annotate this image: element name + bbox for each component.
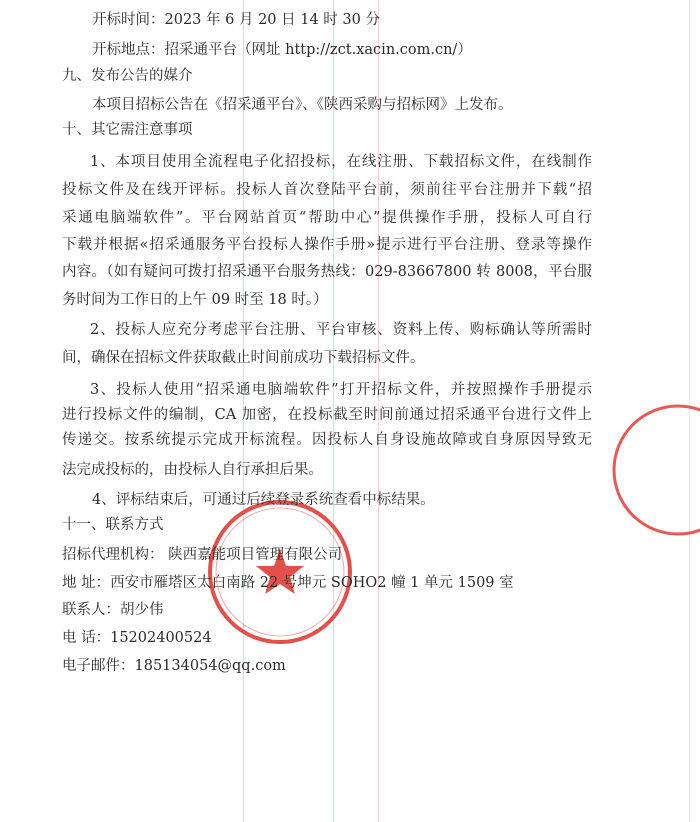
address: 地 址：西安市雁塔区太白南路 22 号坤元 SOHO2 幢 1 单元 1509 室 bbox=[62, 575, 514, 591]
section9-text: 本项目招标公告在《招采通平台》、《陕西采购与招标网》上发布。 bbox=[92, 97, 513, 113]
email: 电子邮件：185134054@qq.com bbox=[62, 658, 286, 674]
section10-heading: 十、其它需注意事项 bbox=[62, 122, 193, 138]
item3-line: 进行投标文件的编制，CA 加密，在投标截至时间前通过招采通平台进行文件上 bbox=[62, 407, 592, 423]
item1-line: 1、本项目使用全流程电子化招投标，在线注册、下载招标文件，在线制作 bbox=[90, 154, 592, 170]
section11-heading: 十一、联系方式 bbox=[62, 517, 164, 533]
item1-line: 务时间为工作日的上午 09 时至 18 时。） bbox=[62, 292, 328, 308]
phone: 电 话：15202400524 bbox=[62, 630, 212, 646]
item1-line: 下载并根据«招采通服务平台投标人操作手册»提示进行平台注册、登录等操作 bbox=[62, 237, 592, 253]
agency: 招标代理机构： 陕西嘉能项目管理有限公司 bbox=[62, 547, 343, 563]
section9-heading: 九、发布公告的媒介 bbox=[62, 68, 193, 84]
partial-seal-icon bbox=[608, 400, 700, 540]
item4-text: 4、评标结束后，可通过后续登录系统查看中标结果。 bbox=[92, 492, 435, 508]
item1-line: 采通电脑端软件”。平台网站首页“帮助中心”提供操作手册，投标人可自行 bbox=[62, 210, 592, 226]
opening-time: 开标时间：2023 年 6 月 20 日 14 时 30 分 bbox=[92, 12, 380, 28]
item3-line: 传递交。按系统提示完成开标流程。因投标人自身设施故障或自身原因导致无 bbox=[62, 432, 592, 448]
item2-line: 2、投标人应充分考虑平台注册、平台审核、资料上传、购标确认等所需时 bbox=[90, 322, 592, 338]
opening-place: 开标地点：招采通平台（网址 http://zct.xacin.com.cn/） bbox=[92, 42, 472, 58]
item1-line: 投标文件及在线开评标。投标人首次登陆平台前，须前往平台注册并下载“招 bbox=[62, 182, 592, 198]
item3-line: 3、投标人使用“招采通电脑端软件”打开招标文件，并按照操作手册提示 bbox=[90, 382, 592, 398]
contact-person: 联系人：胡少伟 bbox=[62, 602, 164, 618]
item2-line: 间，确保在招标文件获取截止时间前成功下载招标文件。 bbox=[62, 350, 425, 366]
item1-line: 内容。（如有疑问可拨打招采通平台服务热线：029-83667800 转 8008，平台服 bbox=[62, 264, 592, 280]
item3-line: 法完成投标的，由投标人自行承担后果。 bbox=[62, 462, 323, 478]
company-seal-icon bbox=[205, 497, 355, 647]
